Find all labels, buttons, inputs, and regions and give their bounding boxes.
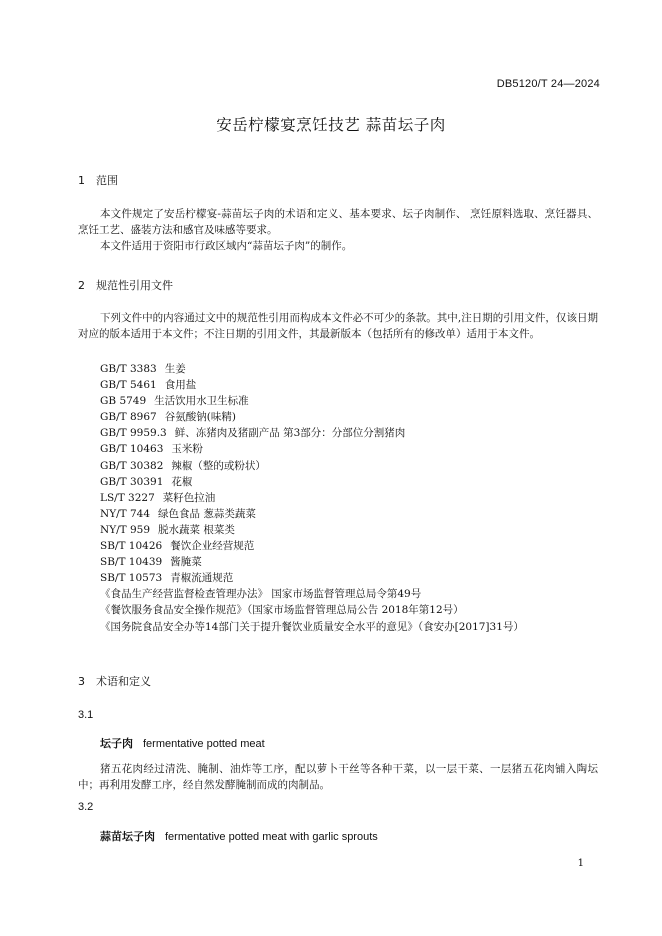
section-title: 范围: [96, 174, 118, 187]
section-title: 规范性引用文件: [96, 279, 173, 292]
term-3-1: [100, 735, 265, 751]
section-title: 术语和定义: [96, 675, 151, 688]
reference-item: LS/T 3227 菜籽色拉油: [100, 491, 216, 504]
section-2-heading: [78, 277, 173, 293]
reference-item: GB/T 5461 食用盐: [100, 379, 197, 392]
section-number: 2: [78, 279, 85, 292]
reference-item: GB/T 30382 辣椒（整的或粉状）: [100, 459, 266, 472]
regulation-item: 《食品生产经营监督检查管理办法》 国家市场监督管理总局令第49号: [100, 588, 422, 601]
subsection-3-2-number: 3.2: [78, 801, 94, 813]
scope-paragraph-2: 本文件适用于资阳市行政区域内“蒜苗坛子肉”的制作。: [100, 240, 353, 252]
section-number: 3: [78, 675, 85, 688]
term-3-2: [100, 828, 378, 844]
reference-item: NY/T 744 绿色食品 葱蒜类蔬菜: [100, 507, 256, 520]
reference-item: GB/T 9959.3 鲜、冻猪肉及猪副产品 第3部分：分部位分割猪肉: [100, 427, 406, 440]
section-3-heading: [78, 673, 151, 689]
term-chinese: 坛子肉: [100, 737, 133, 750]
regulation-item: 《国务院食品安全办等14部门关于提升餐饮业质量安全水平的意见》（食安办[2017]31号）: [100, 620, 524, 633]
term-chinese: 蒜苗坛子肉: [100, 830, 155, 843]
reference-item: SB/T 10573 青椒流通规范: [100, 572, 234, 585]
reference-item: SB/T 10439 酱腌菜: [100, 556, 202, 569]
term-english: fermentative potted meat with garlic sprouts: [165, 831, 378, 843]
reference-list: [100, 361, 524, 635]
subsection-3-1-number: 3.1: [78, 709, 94, 721]
normative-refs-paragraph: 下列文件中的内容通过文中的规范性引用而构成本文件必不可少的条款。其中,注日期的引用文件，仅该日期对应的版本适用于本文件；不注日期的引用文件，其最新版本（包括所有的修改单）适用于本文件。: [78, 312, 598, 340]
reference-item: NY/T 959 脱水蔬菜 根菜类: [100, 523, 235, 536]
reference-item: GB/T 30391 花椒: [100, 475, 193, 488]
scope-paragraph-1: 本文件规定了安岳柠檬宴-蒜苗坛子肉的术语和定义、基本要求、坛子肉制作、 烹饪原料选取、烹饪器具、烹饪工艺、盛装方法和感官及味感等要求。: [78, 208, 598, 236]
document-code: DB5120/T 24—2024: [496, 78, 600, 90]
section-number: 1: [78, 174, 85, 187]
reference-item: GB 5749 生活饮用水卫生标准: [100, 395, 249, 408]
section-1-heading: [78, 172, 118, 188]
page-number: 1: [577, 858, 584, 869]
reference-item: GB/T 3383 生姜: [100, 363, 186, 375]
regulation-item: 《餐饮服务食品安全操作规范》（国家市场监督管理总局公告 2018年第12号）: [100, 604, 464, 617]
reference-item: SB/T 10426 餐饮企业经营规范: [100, 540, 255, 553]
term-3-1-definition: 猪五花肉经过清洗、腌制、油炸等工序，配以萝卜干丝等各种干菜，以一层干菜、一层猪五花肉铺入陶坛中；再利用发酵工序，经自然发酵腌制而成的肉制品。: [78, 763, 598, 791]
reference-item: GB/T 8967 谷氨酸钠(味精): [100, 411, 236, 424]
document-title: 安岳柠檬宴烹饪技艺 蒜苗坛子肉: [216, 116, 446, 134]
reference-item: GB/T 10463 玉米粉: [100, 443, 203, 456]
term-english: fermentative potted meat: [143, 738, 265, 750]
